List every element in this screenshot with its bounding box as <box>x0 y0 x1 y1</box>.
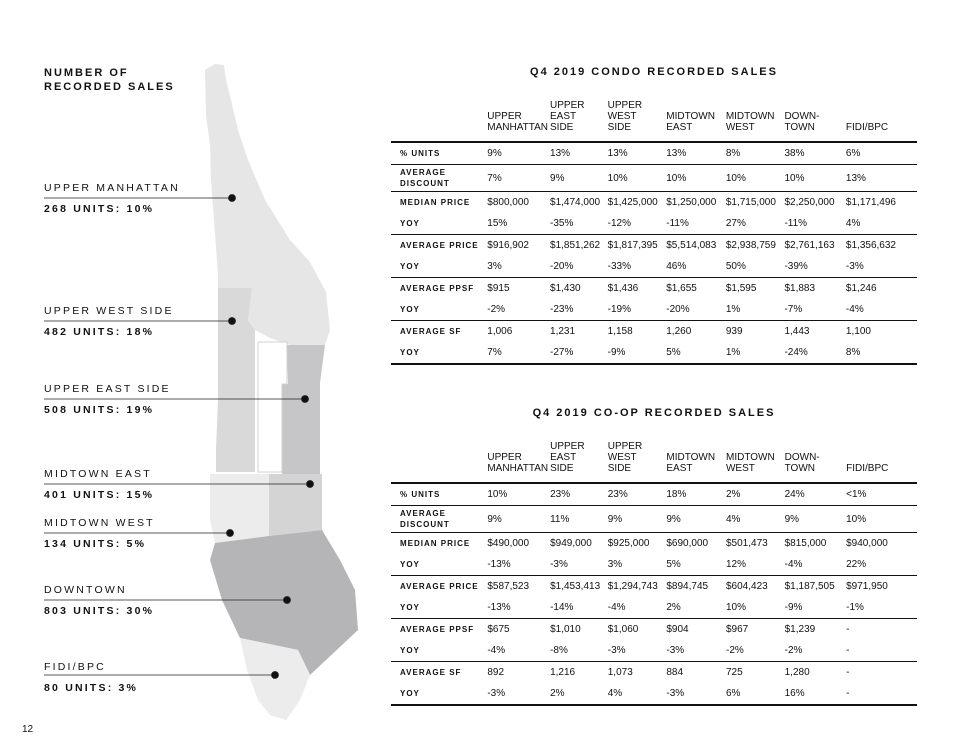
table-cell: -3% <box>666 645 685 656</box>
label-midtown-west <box>44 516 155 552</box>
row-label: MEDIAN PRICE <box>391 533 487 555</box>
table-cell: -13% <box>487 559 511 570</box>
table-cell: $2,938,759 <box>726 235 785 257</box>
table-cell: $925,000 <box>608 533 667 555</box>
table-cell: $675 <box>487 619 550 641</box>
table-cell: $1,171,496 <box>846 192 917 214</box>
table-cell: $940,000 <box>846 533 917 555</box>
table-cell: $587,523 <box>487 576 550 598</box>
column-header: UPPER WEST SIDE <box>607 441 643 474</box>
table-cell: 2% <box>666 602 681 613</box>
dot-fidi-bpc <box>272 672 279 679</box>
table-cell: $916,902 <box>487 235 550 257</box>
label-fidi-bpc <box>44 660 138 696</box>
table-row <box>391 576 917 598</box>
table-cell: - <box>846 683 917 705</box>
table-cell: 10% <box>725 602 746 613</box>
table-cell: 3% <box>487 261 502 272</box>
table-cell: -27% <box>550 342 608 364</box>
table-cell: 46% <box>666 261 687 272</box>
row-label: YOY <box>391 683 487 705</box>
region-name: MIDTOWN WEST <box>44 517 155 529</box>
table-cell: -33% <box>607 261 632 272</box>
row-label: AVERAGE PRICE <box>391 576 487 598</box>
table-cell: 16% <box>785 683 846 705</box>
table-cell: 10% <box>487 483 550 506</box>
row-label: % UNITS <box>391 483 487 506</box>
table-cell: 10% <box>784 165 845 192</box>
table-cell: 9% <box>608 506 667 533</box>
table-cell: 1,006 <box>487 321 550 343</box>
table-cell: -12% <box>607 218 632 229</box>
dot-midtown-west <box>227 530 234 537</box>
column-header: MIDTOWN WEST <box>725 111 775 133</box>
label-upper-manhattan <box>44 181 180 217</box>
region-units: 803 UNITS: 30% <box>44 605 155 617</box>
dot-downtown <box>284 597 291 604</box>
region-units: 482 UNITS: 18% <box>44 326 155 338</box>
table-cell: 9% <box>487 506 550 533</box>
table-cell: -2% <box>784 645 803 656</box>
region-name: MIDTOWN EAST <box>44 468 152 480</box>
map-title-line1: NUMBER OF <box>44 67 129 79</box>
region-units: 80 UNITS: 3% <box>44 682 139 694</box>
table-cell: 13% <box>846 165 917 192</box>
row-label: AVERAGE DISCOUNT <box>391 165 487 192</box>
table-row <box>391 165 917 192</box>
table-cell: $1,851,262 <box>550 235 608 257</box>
label-upper-west-side <box>44 304 174 340</box>
table-cell: $1,246 <box>846 278 917 300</box>
table-cell: -1% <box>846 602 864 613</box>
table-row <box>391 533 917 555</box>
table-cell: - <box>846 619 917 641</box>
region-name: UPPER EAST SIDE <box>44 383 171 395</box>
row-label: AVERAGE PPSF <box>391 619 487 641</box>
column-header: MIDTOWN EAST <box>666 452 716 474</box>
table-cell: -8% <box>550 645 568 656</box>
region-name: UPPER WEST SIDE <box>44 305 174 317</box>
row-label: AVERAGE PPSF <box>391 278 487 300</box>
table-row <box>391 683 917 705</box>
table-row <box>391 597 917 619</box>
column-header: UPPER MANHATTAN <box>487 111 549 133</box>
table-row <box>391 321 917 343</box>
table-cell: $490,000 <box>487 533 550 555</box>
table-cell: 18% <box>666 483 726 506</box>
region-units: 268 UNITS: 10% <box>44 203 155 215</box>
table-cell: 2% <box>550 683 608 705</box>
table-cell: $1,595 <box>726 278 785 300</box>
table-cell: $1,655 <box>666 278 726 300</box>
table-row <box>391 192 917 214</box>
region-name: DOWNTOWN <box>44 584 127 596</box>
table-cell: 8% <box>726 142 785 165</box>
table-cell: $800,000 <box>487 192 550 214</box>
table-row <box>391 506 917 533</box>
table-cell: 1,443 <box>784 321 845 343</box>
region-units: 134 UNITS: 5% <box>44 538 147 550</box>
table-row <box>391 640 917 662</box>
table-cell: 10% <box>726 165 785 192</box>
row-label: AVERAGE SF <box>391 321 487 343</box>
table-cell: 23% <box>550 483 608 506</box>
table-cell: 38% <box>784 142 845 165</box>
table-cell: 23% <box>608 483 667 506</box>
table-cell: -20% <box>666 304 690 315</box>
column-header: FIDI/BPC <box>845 122 889 133</box>
table-cell: $904 <box>666 619 726 641</box>
table-cell: $1,239 <box>785 619 846 641</box>
table-cell: 4% <box>726 506 785 533</box>
table-cell: $2,250,000 <box>784 192 845 214</box>
row-label: YOY <box>400 560 420 569</box>
row-label: MEDIAN PRICE <box>391 192 487 214</box>
table-cell: $1,817,395 <box>608 235 667 257</box>
table-cell: -14% <box>550 602 574 613</box>
column-header: MIDTOWN WEST <box>725 452 775 474</box>
table-cell: -35% <box>550 218 574 229</box>
dot-midtown-east <box>307 481 314 488</box>
table-cell: $967 <box>726 619 785 641</box>
table-cell: $1,436 <box>608 278 667 300</box>
table-cell: 1,216 <box>550 662 608 684</box>
manhattan-map <box>0 0 380 755</box>
table-cell: 27% <box>725 218 746 229</box>
column-header: UPPER MANHATTAN <box>487 452 549 474</box>
table-cell: $1,425,000 <box>608 192 667 214</box>
table-cell: $1,356,632 <box>846 235 917 257</box>
region-name: FIDI/BPC <box>44 661 106 673</box>
page-number: 12 <box>22 724 34 735</box>
table-cell: -9% <box>784 602 803 613</box>
row-label: YOY <box>400 262 420 271</box>
table-cell: 11% <box>550 506 608 533</box>
table-cell: $690,000 <box>666 533 726 555</box>
coop-header-row <box>391 441 917 483</box>
table-cell: 3% <box>607 559 623 570</box>
label-upper-east-side <box>44 382 171 418</box>
row-label: AVERAGE DISCOUNT <box>391 506 487 533</box>
table-cell: -4% <box>784 559 803 570</box>
table-row <box>391 142 917 165</box>
table-cell: 939 <box>726 321 785 343</box>
region-units: 508 UNITS: 19% <box>44 404 155 416</box>
table-cell: 13% <box>550 142 608 165</box>
table-cell: -4% <box>845 304 864 315</box>
table-cell: 9% <box>550 165 608 192</box>
table-cell: -3% <box>845 261 864 272</box>
row-label: AVERAGE PRICE <box>391 235 487 257</box>
table-row <box>391 213 917 235</box>
table-cell: $1,883 <box>784 278 845 300</box>
table-cell: 10% <box>666 165 726 192</box>
table-cell: -3% <box>666 683 726 705</box>
coop-title: Q4 2019 CO-OP RECORDED SALES <box>532 407 776 419</box>
table-cell: 725 <box>726 662 785 684</box>
table-cell: <1% <box>846 483 917 506</box>
column-header: UPPER EAST SIDE <box>550 100 585 133</box>
table-row <box>391 256 917 278</box>
table-cell: 4% <box>608 683 667 705</box>
table-cell: 24% <box>785 483 846 506</box>
table-cell: 8% <box>846 342 917 364</box>
table-cell: 12% <box>725 559 746 570</box>
row-label: AVERAGE SF <box>391 662 487 684</box>
table-cell: $894,745 <box>666 576 726 598</box>
table-cell: $2,761,163 <box>784 235 845 257</box>
table-cell: $1,474,000 <box>550 192 608 214</box>
table-cell: $949,000 <box>550 533 608 555</box>
table-cell: 9% <box>487 142 550 165</box>
column-header: UPPER WEST SIDE <box>607 100 643 133</box>
coop-table <box>391 441 917 706</box>
table-cell: 6% <box>846 142 917 165</box>
table-cell: - <box>846 645 850 656</box>
table-cell: 1,073 <box>608 662 667 684</box>
table-row <box>391 342 917 364</box>
column-header: UPPER EAST SIDE <box>550 441 585 474</box>
table-cell: 50% <box>725 261 746 272</box>
table-cell: -3% <box>607 645 626 656</box>
table-cell: -2% <box>725 645 744 656</box>
table-row <box>391 299 917 321</box>
table-cell: -13% <box>487 602 511 613</box>
table-cell: - <box>846 662 917 684</box>
table-cell: 13% <box>666 142 726 165</box>
table-cell: 4% <box>845 218 861 229</box>
row-label: % UNITS <box>391 142 487 165</box>
table-cell: -4% <box>487 645 506 656</box>
table-cell: -23% <box>550 304 574 315</box>
region-upper-east-side <box>282 345 325 474</box>
dot-upper-west-side <box>229 318 236 325</box>
row-label: YOY <box>400 603 420 612</box>
table-cell: 9% <box>666 506 726 533</box>
row-label: YOY <box>400 219 420 228</box>
table-cell: 884 <box>666 662 726 684</box>
table-row <box>391 278 917 300</box>
table-cell: 15% <box>487 218 508 229</box>
table-cell: 1,231 <box>550 321 608 343</box>
table-cell: $915 <box>487 278 550 300</box>
table-cell: 5% <box>666 559 681 570</box>
dot-upper-manhattan <box>229 195 236 202</box>
table-row <box>391 619 917 641</box>
table-cell: 1,260 <box>666 321 726 343</box>
region-units: 401 UNITS: 15% <box>44 489 155 501</box>
table-cell: 7% <box>487 342 550 364</box>
table-cell: $1,250,000 <box>666 192 726 214</box>
table-row <box>391 662 917 684</box>
table-cell: $1,430 <box>550 278 608 300</box>
table-cell: 7% <box>487 165 550 192</box>
condo-title: Q4 2019 CONDO RECORDED SALES <box>530 66 778 78</box>
table-cell: -19% <box>607 304 632 315</box>
table-cell: -11% <box>666 218 689 229</box>
table-cell: $5,514,083 <box>666 235 726 257</box>
table-cell: 6% <box>726 683 785 705</box>
table-cell: 10% <box>608 165 667 192</box>
table-cell: $815,000 <box>785 533 846 555</box>
condo-header-row <box>391 100 917 142</box>
table-cell: -4% <box>607 602 626 613</box>
dot-upper-east-side <box>302 396 309 403</box>
region-midtown-east <box>269 474 322 536</box>
table-cell: $1,453,413 <box>550 576 608 598</box>
table-cell: -2% <box>487 304 506 315</box>
table-cell: $501,473 <box>726 533 785 555</box>
table-cell: -39% <box>784 261 808 272</box>
condo-table <box>391 100 917 365</box>
header-blank <box>391 441 487 483</box>
table-cell: 10% <box>846 506 917 533</box>
table-cell: -9% <box>608 342 667 364</box>
table-cell: 892 <box>487 662 550 684</box>
table-cell: -3% <box>550 559 568 570</box>
table-cell: 1% <box>725 304 741 315</box>
column-header: DOWN- TOWN <box>784 452 820 474</box>
label-midtown-east <box>44 467 154 503</box>
row-label: YOY <box>400 646 420 655</box>
map-title-line2: RECORDED SALES <box>44 81 175 93</box>
table-cell: 1,158 <box>608 321 667 343</box>
table-cell: $971,950 <box>846 576 917 598</box>
row-label: YOY <box>391 342 487 364</box>
table-cell: -3% <box>487 683 550 705</box>
column-header: FIDI/BPC <box>846 463 889 474</box>
table-cell: 5% <box>666 342 726 364</box>
row-label: YOY <box>400 305 420 314</box>
table-cell: 1,280 <box>785 662 846 684</box>
table-cell: 2% <box>726 483 785 506</box>
table-cell: $1,010 <box>550 619 608 641</box>
column-header: MIDTOWN EAST <box>666 111 715 133</box>
table-cell: 1,100 <box>846 321 917 343</box>
table-cell: 9% <box>785 506 846 533</box>
table-cell: -20% <box>550 261 574 272</box>
table-cell: $1,187,505 <box>785 576 846 598</box>
column-header: DOWN- TOWN <box>784 111 820 133</box>
region-name: UPPER MANHATTAN <box>44 182 180 194</box>
header-blank <box>391 100 487 142</box>
label-downtown <box>44 583 154 619</box>
table-cell: $1,294,743 <box>608 576 667 598</box>
table-cell: 22% <box>846 559 867 570</box>
table-cell: 13% <box>608 142 667 165</box>
table-cell: -7% <box>784 304 803 315</box>
table-cell: 1% <box>726 342 785 364</box>
table-cell: -24% <box>784 342 845 364</box>
table-row <box>391 235 917 257</box>
table-cell: $604,423 <box>726 576 785 598</box>
table-cell: -11% <box>784 218 808 229</box>
table-row <box>391 483 917 506</box>
table-cell: $1,060 <box>608 619 667 641</box>
table-cell: $1,715,000 <box>726 192 785 214</box>
table-row <box>391 554 917 576</box>
